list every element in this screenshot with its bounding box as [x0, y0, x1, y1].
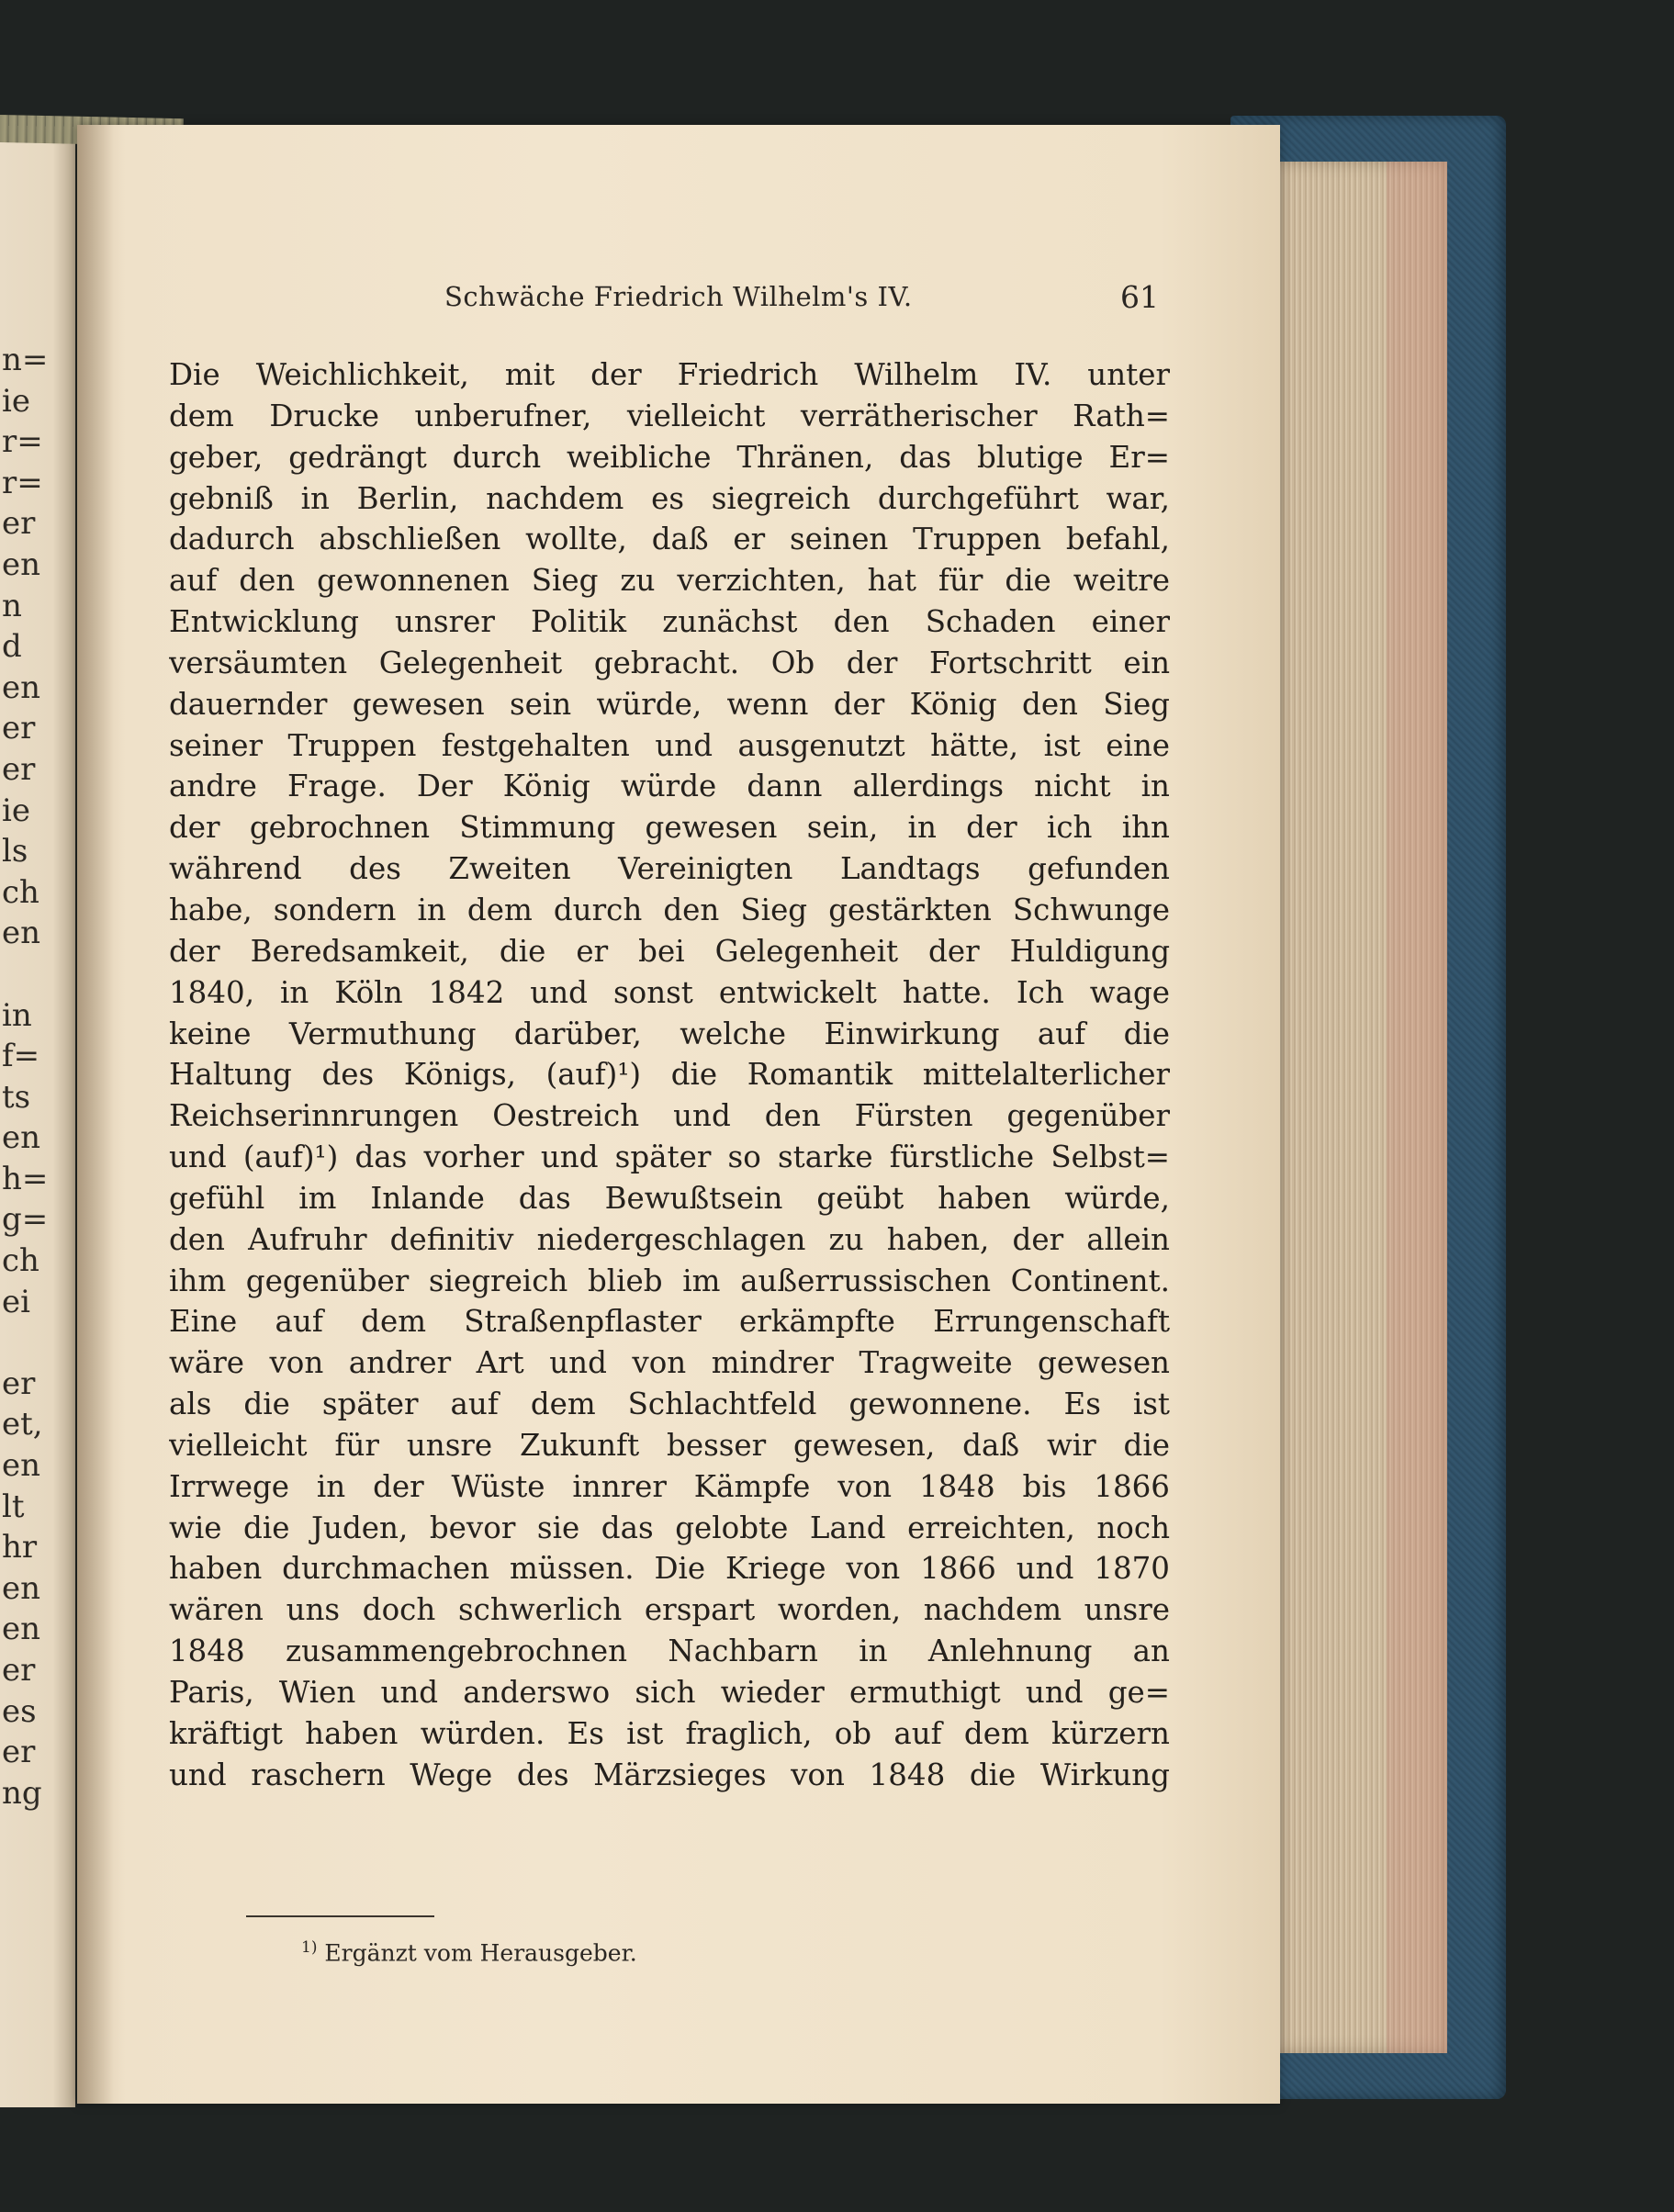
text-line: gefühl im Inlande das Bewußtsein geübt haben würde, — [169, 1180, 1170, 1216]
left-page-fragment: ch — [2, 873, 39, 911]
running-head — [362, 281, 1159, 327]
text-line: geber, gedrängt durch weibliche Thränen, das blutige Er= — [169, 439, 1170, 475]
footnote-rule — [246, 1915, 434, 1917]
text-line: dadurch abschließen wollte, daß er seinen Truppen befahl, — [169, 522, 1170, 557]
footnote — [301, 1938, 637, 1966]
text-line: der Beredsamkeit, die er bei Gelegenheit der Huldigung — [169, 933, 1170, 969]
left-page-fragment: n= — [2, 342, 49, 378]
text-line: 1840, in Köln 1842 und sonst entwickelt hatte. Ich wage — [169, 974, 1170, 1010]
left-page-fragment — [2, 1322, 75, 1364]
text-line: vielleicht für unsre Zukunft besser gewesen, daß wir die — [169, 1427, 1170, 1463]
body-text — [169, 354, 1170, 1796]
text-line: 1848 zusammengebrochnen Nachbarn in Anlehnung an — [169, 1634, 1170, 1669]
left-page-fragment: er — [2, 1652, 36, 1689]
left-page-fragment: f= — [2, 1038, 40, 1075]
text-line: dauernder gewesen sein würde, wenn der König den Sieg — [169, 686, 1170, 722]
text-line: Haltung des Königs, (auf)¹) die Romantik mittelalterlicher — [169, 1057, 1170, 1093]
right-page — [77, 125, 1280, 2104]
text-line: und (auf)¹) das vorher und später so starke fürstliche Selbst= — [169, 1140, 1170, 1175]
left-page-fragment: er — [2, 1734, 36, 1771]
left-page-fragment: n — [2, 587, 22, 624]
left-page-fragment: ls — [2, 833, 28, 870]
left-page-fragment: h= — [2, 1160, 49, 1197]
left-page-fragment: en — [2, 668, 41, 706]
text-line: auf den gewonnenen Sieg zu verzichten, hat für die weitre — [169, 563, 1170, 599]
gutter-shadow — [77, 125, 114, 2104]
left-page-fragment: es — [2, 1692, 37, 1730]
text-line: gebniß in Berlin, nachdem es siegreich durchgeführt war, — [169, 480, 1170, 516]
left-page-fragment: ts — [2, 1078, 31, 1116]
text-line: wie die Juden, bevor sie das gelobte Land erreichten, noch — [169, 1510, 1170, 1545]
left-page-fragment: g= — [2, 1201, 49, 1239]
page-number: 61 — [1120, 279, 1159, 315]
left-page-fragment: en — [2, 1569, 41, 1607]
text-line: habe, sondern in dem durch den Sieg gestärkten Schwunge — [169, 892, 1170, 927]
text-line: Paris, Wien und anderswo sich wieder ermuthigt und ge= — [169, 1675, 1170, 1710]
left-page-fragment: et, — [2, 1406, 43, 1443]
left-page-fragment: ie — [2, 792, 30, 829]
text-line: wäre von andrer Art und von mindrer Tragweite gewesen — [169, 1345, 1170, 1381]
text-line: der gebrochnen Stimmung gewesen sein, in der ich ihn — [169, 810, 1170, 846]
text-line: seiner Truppen festgehalten und ausgenutzt hätte, ist eine — [169, 727, 1170, 763]
left-page-fragment: en — [2, 545, 41, 583]
text-line: den Aufruhr definitiv niedergeschlagen zu haben, der allein — [169, 1221, 1170, 1257]
text-line: wären uns doch schwerlich erspart worden, nachdem unsre — [169, 1592, 1170, 1628]
text-line: kräftigt haben würden. Es ist fraglich, ob auf dem kürzern — [169, 1715, 1170, 1751]
left-page-fragment: er — [2, 710, 36, 747]
left-page-fragment: ch — [2, 1242, 39, 1280]
left-page-fragment: ie — [2, 382, 30, 420]
footnote-marker: 1) — [301, 1938, 318, 1957]
left-page-fragment: er — [2, 750, 36, 788]
left-page-fragment: r= — [2, 423, 43, 461]
left-page-fragment: en — [2, 1447, 41, 1485]
text-line: keine Vermuthung darüber, welche Einwirkung auf die — [169, 1016, 1170, 1051]
footnote-text: Ergänzt vom Herausgeber. — [324, 1939, 637, 1967]
left-page-fragment: hr — [2, 1529, 38, 1566]
left-page-fragment: ng — [2, 1774, 42, 1812]
text-line: andre Frage. Der König würde dann allerdings nicht in — [169, 769, 1170, 804]
text-line: ihm gegenüber siegreich blieb im außerrussischen Continent. — [169, 1263, 1170, 1298]
text-line: und raschern Wege des Märzsieges von 1848 die Wirkung — [169, 1757, 1170, 1792]
left-page-fragment: en — [2, 1119, 41, 1157]
left-facing-page — [0, 133, 75, 2107]
left-page-fragment: in — [2, 996, 32, 1034]
left-page-fragment: er — [2, 505, 36, 543]
text-line: als die später auf dem Schlachtfeld gewonnene. Es ist — [169, 1387, 1170, 1422]
left-page-fragment: r= — [2, 464, 43, 501]
text-line: versäumten Gelegenheit gebracht. Ob der Fortschritt ein — [169, 645, 1170, 680]
left-page-fragment: d — [2, 628, 22, 666]
running-title: Schwäche Friedrich Wilhelm's IV. — [444, 281, 913, 312]
text-line: Irrwege in der Wüste innrer Kämpfe von 1848 bis 1866 — [169, 1468, 1170, 1504]
text-line: haben durchmachen müssen. Die Kriege von 1866 und 1870 — [169, 1551, 1170, 1587]
page-edges — [1276, 162, 1447, 2053]
left-page-fragment: ei — [2, 1283, 30, 1320]
text-line: dem Drucke unberufner, vielleicht verrätherischer Rath= — [169, 398, 1170, 433]
text-line: Reichserinnrungen Oestreich und den Fürsten gegenüber — [169, 1098, 1170, 1134]
text-line: Die Weichlichkeit, mit der Friedrich Wilhelm IV. unter — [169, 357, 1170, 392]
left-page-fragment — [2, 954, 75, 995]
left-page-fragment: en — [2, 915, 41, 952]
left-page-fragment: en — [2, 1611, 41, 1648]
text-line: Entwicklung unsrer Politik zunächst den Schaden einer — [169, 604, 1170, 640]
left-page-fragment: er — [2, 1364, 36, 1402]
text-line: während des Zweiten Vereinigten Landtags gefunden — [169, 851, 1170, 887]
text-line: Eine auf dem Straßenpflaster erkämpfte Errungenschaft — [169, 1304, 1170, 1340]
left-page-fragment: lt — [2, 1488, 25, 1525]
left-page-text — [2, 340, 75, 1813]
